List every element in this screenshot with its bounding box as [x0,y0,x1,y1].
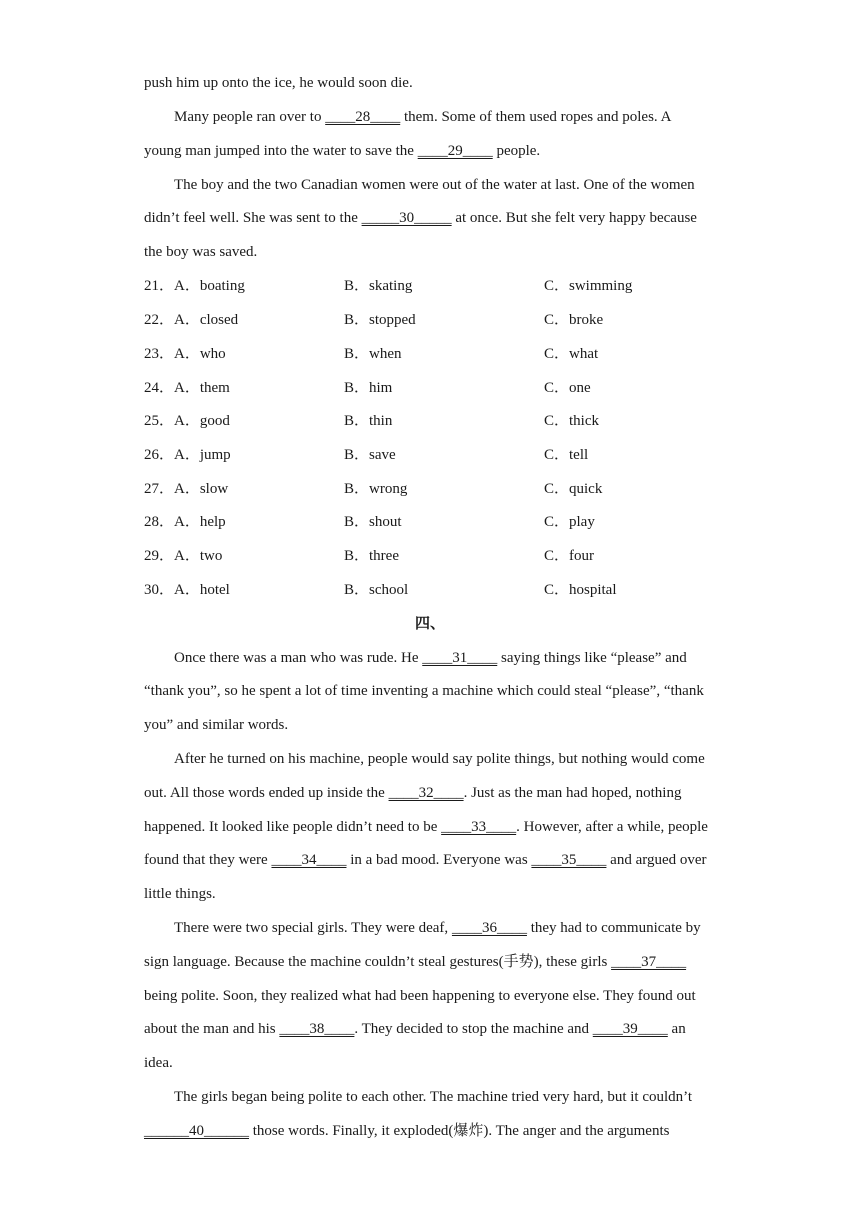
question-row [144,276,744,296]
question-24-option-a: 24．A．them [144,380,230,396]
blank-36: ____36____ [451,920,527,936]
passage-text: sign language. Because the machine couldn’t steal gestures(手势), these girls [144,954,612,970]
passage4-line [144,681,719,701]
blank-34: ____34____ [271,852,347,868]
question-row [144,512,744,532]
passage-text: idea. [144,1055,173,1071]
passage-text: . They decided to stop the machine and [354,1021,593,1037]
question-28-option-b: B．shout [344,514,402,530]
passage4-line [174,749,719,769]
passage-text: in a bad mood. Everyone was [346,852,532,868]
blank-38: ____38____ [279,1021,355,1037]
passage-text: you” and similar words. [144,717,289,733]
question-25-option-a: 25．A．good [144,413,230,429]
question-27-option-b: B．wrong [344,481,408,497]
passage3-line [144,73,719,93]
question-row [144,479,744,499]
passage4-line [174,918,719,938]
passage-text: people. [492,143,541,159]
question-row [144,445,744,465]
blank-39: ____39____ [592,1021,668,1037]
blank-40: ______40______ [144,1123,249,1139]
section-heading: 四、 [414,614,445,632]
question-row [144,580,744,600]
question-29-option-b: B．three [344,548,399,564]
passage-text: being polite. Soon, they realized what had been happening to everyone else. They found out [144,988,696,1004]
passage3-line [144,208,719,228]
question-24-option-c: C．one [544,380,591,396]
question-23-option-b: B．when [344,346,402,362]
question-27-option-a: 27．A．slow [144,481,229,497]
passage-text: The boy and the two Canadian women were out of the water at last. One of the women [174,177,695,193]
passage-text: found that they were [144,852,272,868]
blank-30: _____30_____ [361,210,452,226]
passage4-line [144,1019,719,1039]
passage-text: After he turned on his machine, people would say polite things, but nothing would come [174,751,705,767]
question-26-option-c: C．tell [544,447,589,463]
passage-text: . Just as the man had hoped, nothing [463,785,682,801]
passage4-line [144,850,719,870]
question-row [144,378,744,398]
blank-37: ____37____ [611,954,687,970]
question-27-option-c: C．quick [544,481,603,497]
question-25-option-c: C．thick [544,413,599,429]
blank-31: ____31____ [422,650,498,666]
question-30-option-b: B．school [344,582,409,598]
passage3-line [174,107,719,127]
blank-32: ____32____ [388,785,464,801]
passage-text: happened. It looked like people didn’t need to be [144,819,442,835]
question-22-option-a: 22．A．closed [144,312,239,328]
passage3-line [174,175,719,195]
passage-text: at once. But she felt very happy because [451,210,697,226]
passage-text: The girls began being polite to each other. The machine tried very hard, but it couldn’t [174,1089,693,1105]
passage-text: saying things like “please” and [497,650,687,666]
passage3-line [144,141,719,161]
passage4-line [144,952,719,972]
blank-28: ____28____ [325,109,401,125]
question-22-option-b: B．stopped [344,312,416,328]
passage-text: . However, after a while, people [516,819,708,835]
question-21-option-c: C．swimming [544,278,633,294]
passage4-line [144,1053,719,1073]
question-23-option-c: C．what [544,346,599,362]
passage-text: little things. [144,886,216,902]
question-row [144,411,744,431]
passage4-line [174,1087,719,1107]
question-25-option-b: B．thin [344,413,393,429]
question-23-option-a: 23．A．who [144,346,226,362]
passage4-line [144,884,719,904]
passage4-line [144,1121,719,1141]
passage-text: Once there was a man who was rude. He [174,650,423,666]
passage-text: didn’t feel well. She was sent to the [144,210,362,226]
passage-text: them. Some of them used ropes and poles. A [400,109,672,125]
passage-text: an [667,1021,686,1037]
question-24-option-b: B．him [344,380,393,396]
question-26-option-b: B．save [344,447,396,463]
passage-text: out. All those words ended up inside the [144,785,389,801]
passage-text: the boy was saved. [144,244,258,260]
question-row [144,344,744,364]
question-21-option-b: B．skating [344,278,413,294]
question-30-option-c: C．hospital [544,582,617,598]
blank-35: ____35____ [531,852,607,868]
passage-text: they had to communicate by [526,920,701,936]
passage-text: push him up onto the ice, he would soon die. [144,75,413,91]
passage-text: Many people ran over to [174,109,326,125]
passage4-line [144,715,719,735]
question-21-option-a: 21．A．boating [144,278,245,294]
passage-text: young man jumped into the water to save the [144,143,418,159]
question-28-option-a: 28．A．help [144,514,226,530]
passage4-line [144,986,719,1006]
question-28-option-c: C．play [544,514,595,530]
question-row [144,310,744,330]
passage-text: “thank you”, so he spent a lot of time inventing a machine which could steal “please”, “thank [144,683,704,699]
passage4-line [174,648,719,668]
passage4-line [144,817,719,837]
blank-29: ____29____ [417,143,493,159]
question-22-option-c: C．broke [544,312,604,328]
passage-text: and argued over [606,852,707,868]
passage3-line [144,242,719,262]
passage-text: about the man and his [144,1021,280,1037]
question-29-option-a: 29．A．two [144,548,223,564]
passage4-line [144,783,719,803]
passage-text: There were two special girls. They were deaf, [174,920,452,936]
question-row [144,546,744,566]
passage-text: those words. Finally, it exploded(爆炸). The anger and the arguments [249,1123,670,1139]
blank-33: ____33____ [441,819,517,835]
question-29-option-c: C．four [544,548,594,564]
question-30-option-a: 30．A．hotel [144,582,230,598]
question-26-option-a: 26．A．jump [144,447,231,463]
